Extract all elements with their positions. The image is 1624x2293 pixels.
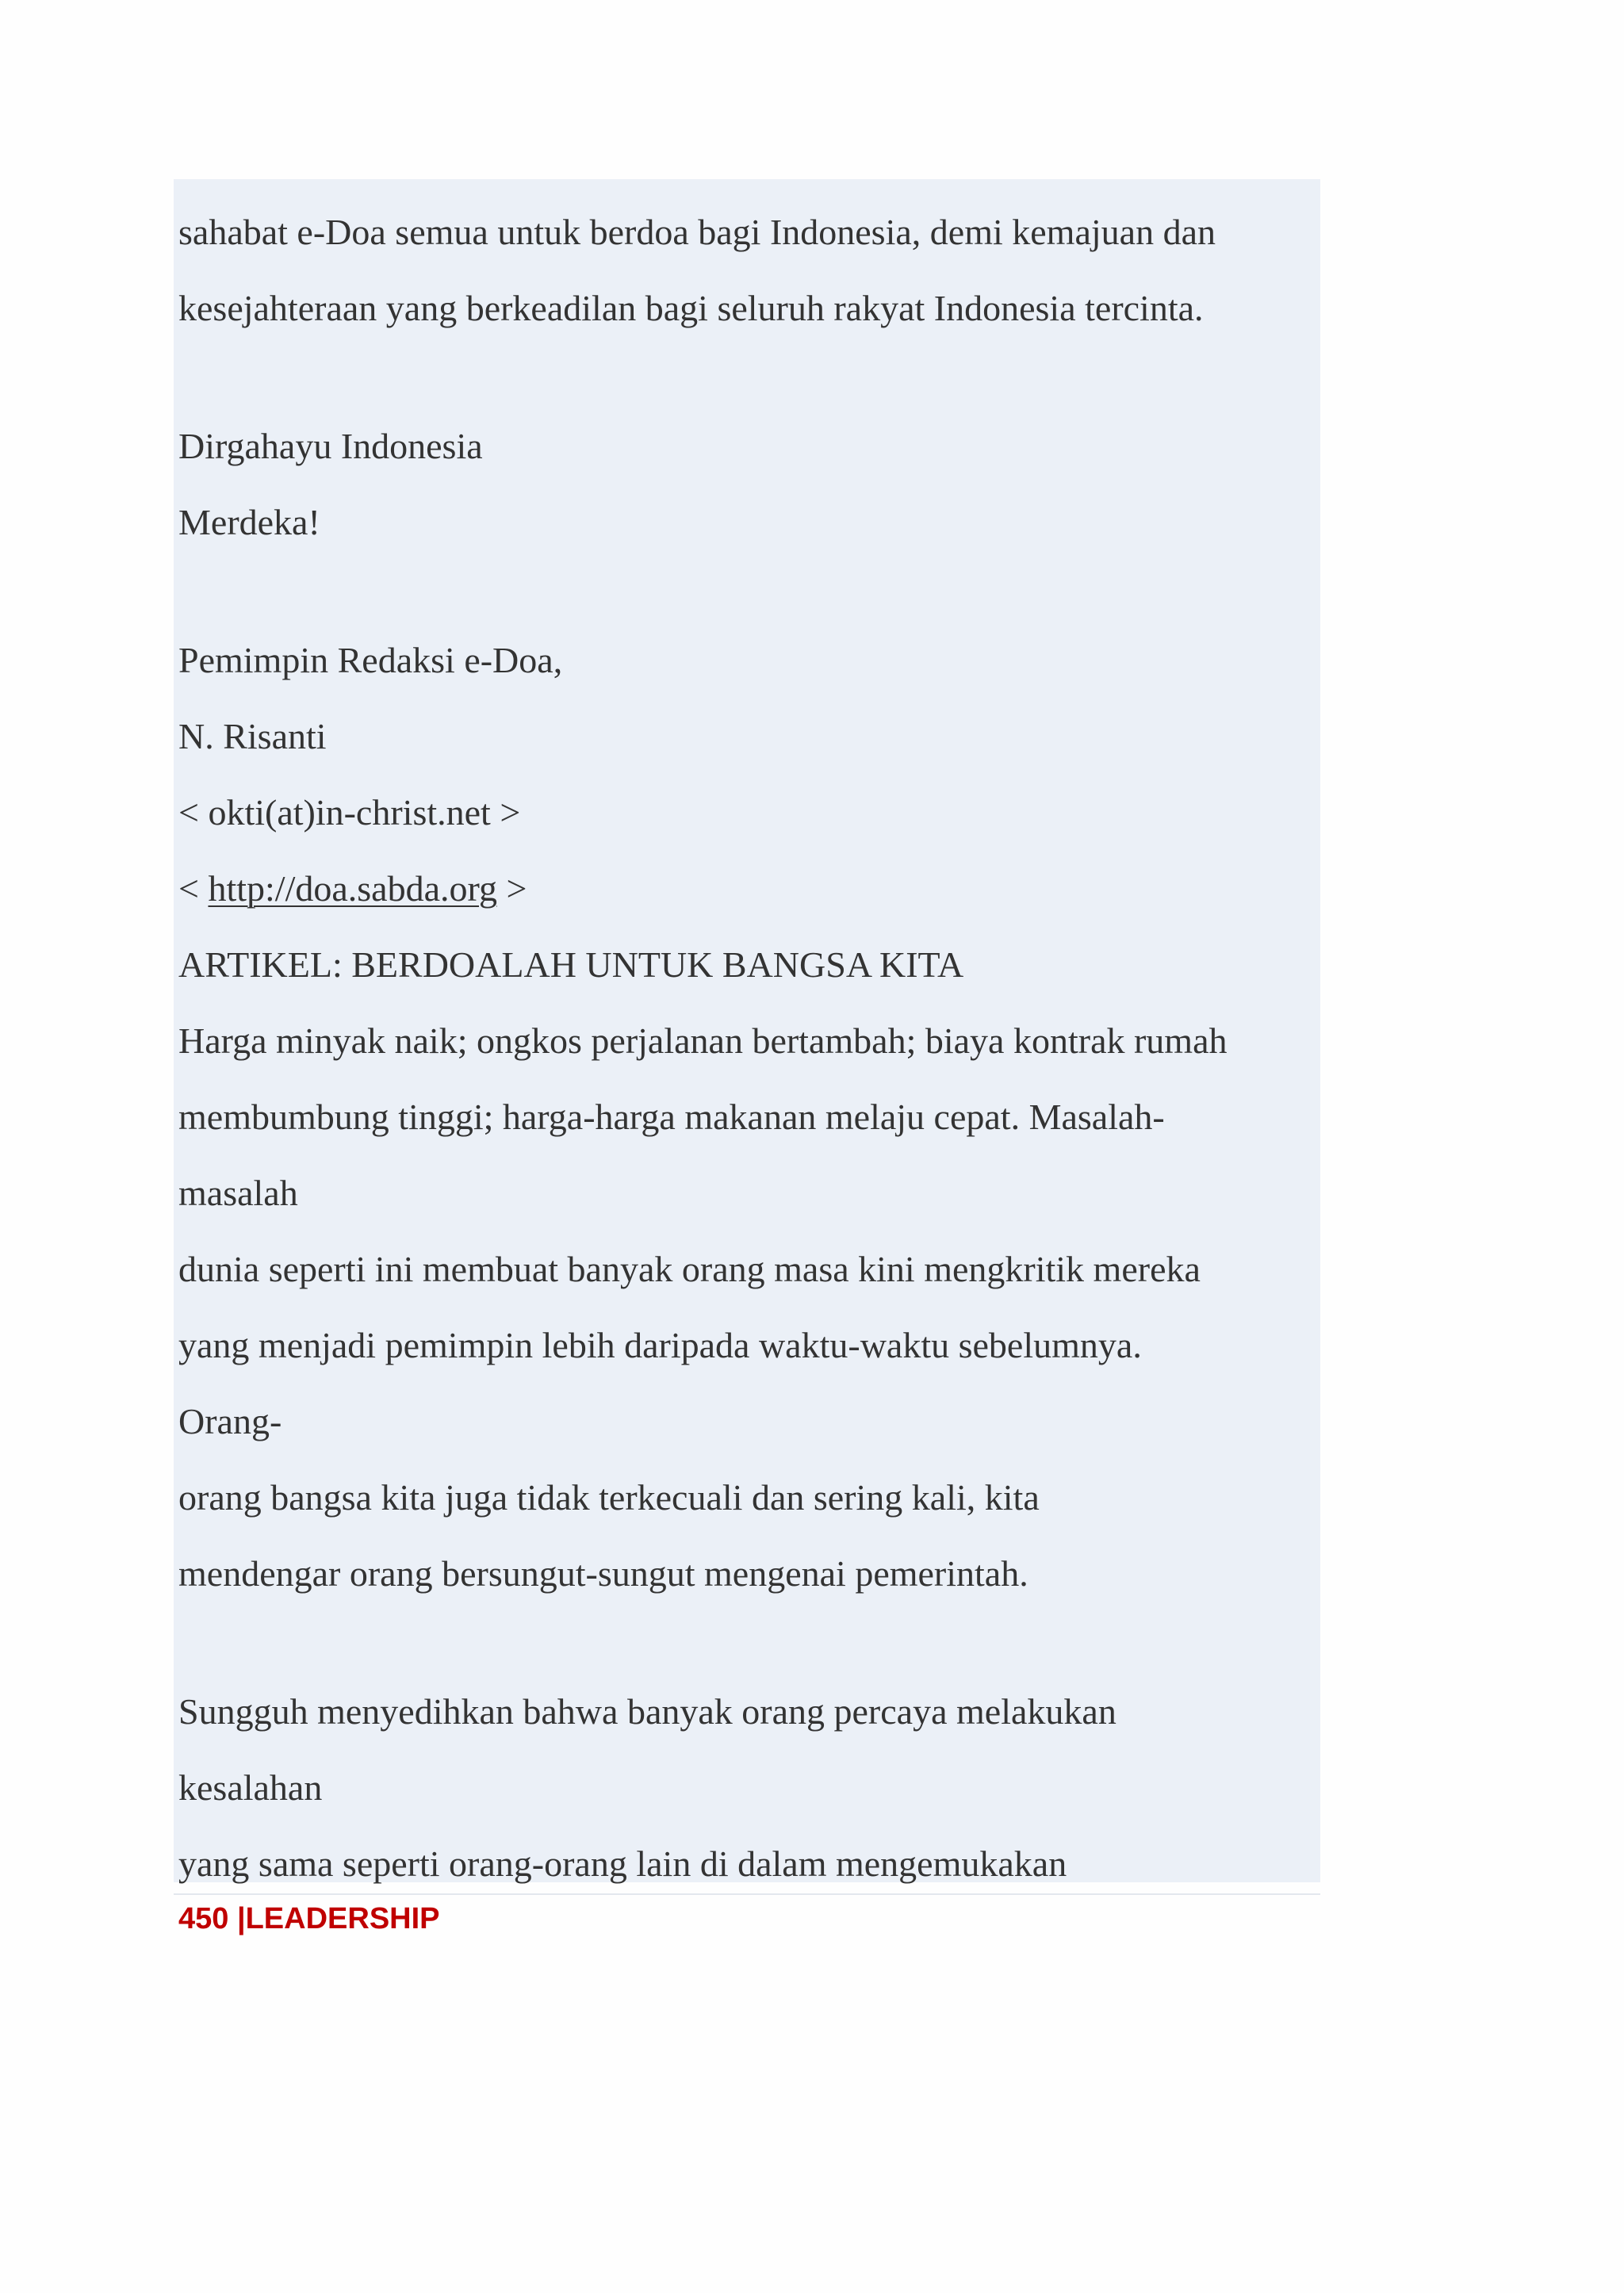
signature-title: Pemimpin Redaksi e-Doa, bbox=[178, 640, 563, 680]
article-heading: ARTIKEL: BERDOALAH UNTUK BANGSA KITA bbox=[178, 944, 964, 985]
closing-line: Merdeka! bbox=[178, 502, 320, 542]
body-line: orang bangsa kita juga tidak terkecuali dan sering kali, kita bbox=[178, 1477, 1040, 1518]
footer-divider bbox=[174, 1893, 1320, 1895]
signature-name: N. Risanti bbox=[178, 716, 327, 756]
body-line: kesejahteraan yang berkeadilan bagi seluruh rakyat Indonesia tercinta. bbox=[178, 288, 1204, 328]
body-line: Sungguh menyedihkan bahwa banyak orang percaya melakukan bbox=[178, 1691, 1116, 1732]
link-prefix: < bbox=[178, 868, 209, 909]
website-link[interactable]: http://doa.sabda.org bbox=[208, 868, 497, 909]
link-suffix: > bbox=[497, 868, 527, 909]
signature-email: < okti(at)in-christ.net > bbox=[178, 792, 521, 833]
body-line: yang menjadi pemimpin lebih daripada waktu-waktu sebelumnya. bbox=[178, 1325, 1142, 1365]
body-line: yang sama seperti orang-orang lain di dalam mengemukakan bbox=[178, 1843, 1067, 1884]
body-line: dunia seperti ini membuat banyak orang masa kini mengkritik mereka bbox=[178, 1249, 1201, 1289]
page-footer-label: 450 |LEADERSHIP bbox=[178, 1902, 440, 1935]
closing-line: Dirgahayu Indonesia bbox=[178, 426, 483, 466]
body-line: sahabat e-Doa semua untuk berdoa bagi Indonesia, demi kemajuan dan bbox=[178, 212, 1216, 252]
signature-website bbox=[178, 868, 527, 909]
body-line: Harga minyak naik; ongkos perjalanan bertambah; biaya kontrak rumah bbox=[178, 1020, 1228, 1061]
body-line: kesalahan bbox=[178, 1767, 323, 1808]
body-line: masalah bbox=[178, 1173, 298, 1213]
body-line: Orang- bbox=[178, 1401, 282, 1441]
body-line: mendengar orang bersungut-sungut mengenai pemerintah. bbox=[178, 1553, 1028, 1594]
body-line: membumbung tinggi; harga-harga makanan melaju cepat. Masalah- bbox=[178, 1097, 1165, 1137]
